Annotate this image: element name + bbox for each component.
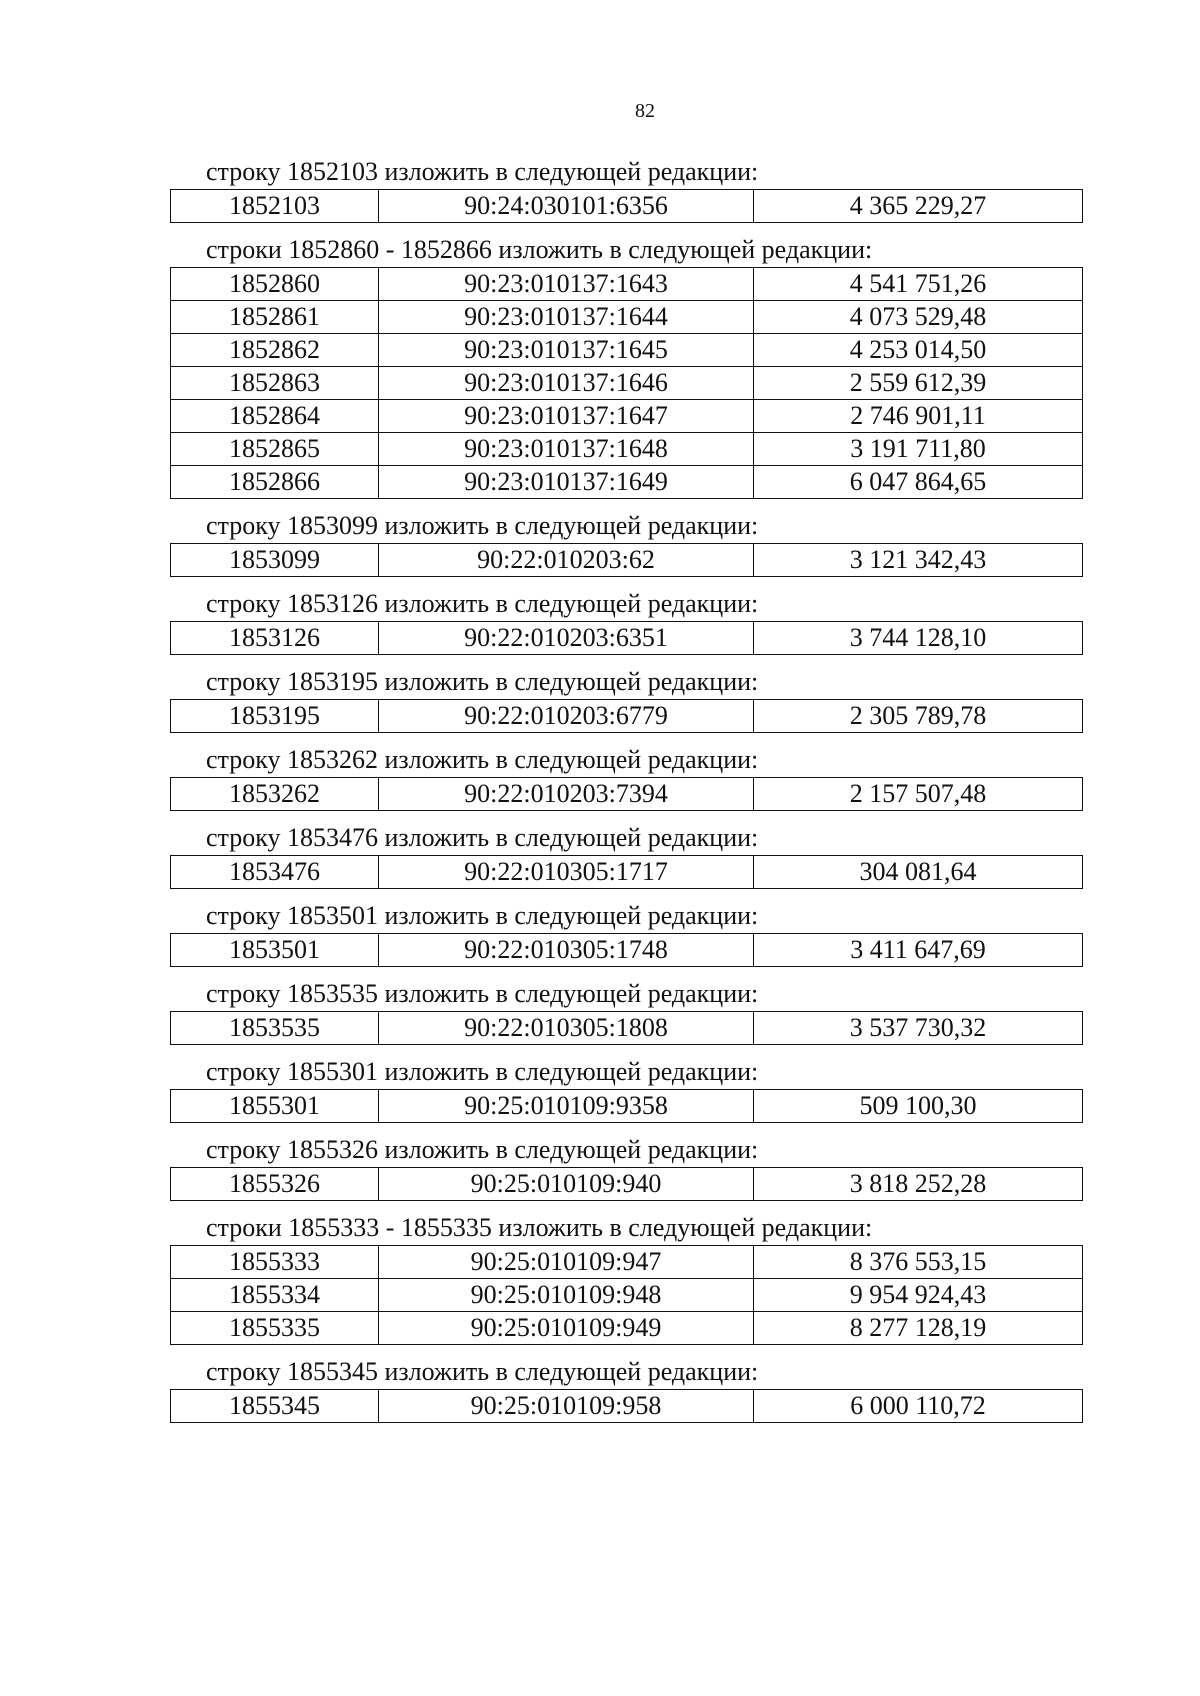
cadastral-number-cell: 90:25:010109:940 bbox=[379, 1168, 754, 1201]
cadastral-number-cell: 90:23:010137:1644 bbox=[379, 301, 754, 334]
table-row bbox=[171, 334, 1083, 367]
value-cell: 3 411 647,69 bbox=[754, 934, 1083, 967]
table-row bbox=[171, 1390, 1083, 1423]
cadastral-number-cell: 90:22:010305:1748 bbox=[379, 934, 754, 967]
table-row bbox=[171, 268, 1083, 301]
row-number-cell: 1852862 bbox=[171, 334, 379, 367]
amendment-instruction: строку 1853126 изложить в следующей редакции: bbox=[206, 589, 759, 618]
row-number-cell: 1853195 bbox=[171, 700, 379, 733]
cadastral-number-cell: 90:22:010203:6779 bbox=[379, 700, 754, 733]
value-cell: 2 559 612,39 bbox=[754, 367, 1083, 400]
value-cell: 4 365 229,27 bbox=[754, 190, 1083, 223]
row-number-cell: 1855335 bbox=[171, 1312, 379, 1345]
amendment-block bbox=[170, 821, 1082, 889]
amendment-block bbox=[170, 977, 1082, 1045]
cadastral-number-cell: 90:22:010203:62 bbox=[379, 544, 754, 577]
row-number-cell: 1853476 bbox=[171, 856, 379, 889]
row-number-cell: 1853099 bbox=[171, 544, 379, 577]
amendment-table bbox=[170, 699, 1083, 733]
table-row bbox=[171, 622, 1083, 655]
amendment-block bbox=[170, 233, 1082, 499]
cadastral-number-cell: 90:25:010109:9358 bbox=[379, 1090, 754, 1123]
row-number-cell: 1855326 bbox=[171, 1168, 379, 1201]
amendment-block bbox=[170, 587, 1082, 655]
amendment-block bbox=[170, 1133, 1082, 1201]
cadastral-number-cell: 90:22:010203:6351 bbox=[379, 622, 754, 655]
cadastral-number-cell: 90:22:010305:1717 bbox=[379, 856, 754, 889]
table-row bbox=[171, 778, 1083, 811]
amendment-block bbox=[170, 665, 1082, 733]
cadastral-number-cell: 90:25:010109:949 bbox=[379, 1312, 754, 1345]
value-cell: 509 100,30 bbox=[754, 1090, 1083, 1123]
amendment-table bbox=[170, 1167, 1083, 1201]
amendment-instruction: строки 1852860 - 1852866 изложить в следующей редакции: bbox=[206, 235, 873, 264]
amendment-table bbox=[170, 189, 1083, 223]
amendment-block bbox=[170, 1355, 1082, 1423]
value-cell: 6 047 864,65 bbox=[754, 466, 1083, 499]
amendment-instruction: строки 1855333 - 1855335 изложить в следующей редакции: bbox=[206, 1213, 873, 1242]
value-cell: 2 157 507,48 bbox=[754, 778, 1083, 811]
row-number-cell: 1852865 bbox=[171, 433, 379, 466]
row-number-cell: 1852103 bbox=[171, 190, 379, 223]
cadastral-number-cell: 90:23:010137:1645 bbox=[379, 334, 754, 367]
value-cell: 3 537 730,32 bbox=[754, 1012, 1083, 1045]
value-cell: 8 277 128,19 bbox=[754, 1312, 1083, 1345]
value-cell: 4 073 529,48 bbox=[754, 301, 1083, 334]
table-row bbox=[171, 1279, 1083, 1312]
table-row bbox=[171, 544, 1083, 577]
cadastral-number-cell: 90:25:010109:947 bbox=[379, 1246, 754, 1279]
row-number-cell: 1853535 bbox=[171, 1012, 379, 1045]
amendment-block bbox=[170, 1055, 1082, 1123]
table-row bbox=[171, 433, 1083, 466]
amendment-block bbox=[170, 1211, 1082, 1345]
table-row bbox=[171, 700, 1083, 733]
value-cell: 2 746 901,11 bbox=[754, 400, 1083, 433]
amendment-table bbox=[170, 1245, 1083, 1345]
amendment-instruction: строку 1853262 изложить в следующей редакции: bbox=[206, 745, 759, 774]
row-number-cell: 1855333 bbox=[171, 1246, 379, 1279]
row-number-cell: 1852866 bbox=[171, 466, 379, 499]
amendment-block bbox=[170, 155, 1082, 223]
amendment-block bbox=[170, 743, 1082, 811]
cadastral-number-cell: 90:23:010137:1648 bbox=[379, 433, 754, 466]
row-number-cell: 1852861 bbox=[171, 301, 379, 334]
cadastral-number-cell: 90:23:010137:1643 bbox=[379, 268, 754, 301]
amendment-table bbox=[170, 1389, 1083, 1423]
row-number-cell: 1853501 bbox=[171, 934, 379, 967]
amendment-table bbox=[170, 855, 1083, 889]
table-row bbox=[171, 1246, 1083, 1279]
table-row bbox=[171, 1312, 1083, 1345]
document-body bbox=[170, 155, 1082, 1433]
table-row bbox=[171, 190, 1083, 223]
cadastral-number-cell: 90:22:010203:7394 bbox=[379, 778, 754, 811]
row-number-cell: 1852864 bbox=[171, 400, 379, 433]
amendment-instruction: строку 1855345 изложить в следующей редакции: bbox=[206, 1357, 759, 1386]
amendment-table bbox=[170, 543, 1083, 577]
row-number-cell: 1855301 bbox=[171, 1090, 379, 1123]
amendment-instruction: строку 1855326 изложить в следующей редакции: bbox=[206, 1135, 759, 1164]
cadastral-number-cell: 90:22:010305:1808 bbox=[379, 1012, 754, 1045]
amendment-instruction: строку 1853476 изложить в следующей редакции: bbox=[206, 823, 759, 852]
amendment-instruction: строку 1853195 изложить в следующей редакции: bbox=[206, 667, 759, 696]
value-cell: 304 081,64 bbox=[754, 856, 1083, 889]
cadastral-number-cell: 90:25:010109:948 bbox=[379, 1279, 754, 1312]
value-cell: 3 744 128,10 bbox=[754, 622, 1083, 655]
cadastral-number-cell: 90:23:010137:1649 bbox=[379, 466, 754, 499]
row-number-cell: 1853126 bbox=[171, 622, 379, 655]
amendment-instruction: строку 1853501 изложить в следующей редакции: bbox=[206, 901, 759, 930]
value-cell: 3 121 342,43 bbox=[754, 544, 1083, 577]
amendment-table bbox=[170, 1089, 1083, 1123]
value-cell: 2 305 789,78 bbox=[754, 700, 1083, 733]
table-row bbox=[171, 1168, 1083, 1201]
value-cell: 3 191 711,80 bbox=[754, 433, 1083, 466]
amendment-instruction: строку 1852103 изложить в следующей редакции: bbox=[206, 157, 759, 186]
amendment-table bbox=[170, 933, 1083, 967]
value-cell: 3 818 252,28 bbox=[754, 1168, 1083, 1201]
amendment-block bbox=[170, 899, 1082, 967]
row-number-cell: 1853262 bbox=[171, 778, 379, 811]
table-row bbox=[171, 466, 1083, 499]
table-row bbox=[171, 367, 1083, 400]
row-number-cell: 1855345 bbox=[171, 1390, 379, 1423]
value-cell: 8 376 553,15 bbox=[754, 1246, 1083, 1279]
table-row bbox=[171, 400, 1083, 433]
cadastral-number-cell: 90:24:030101:6356 bbox=[379, 190, 754, 223]
amendment-table bbox=[170, 621, 1083, 655]
amendment-table bbox=[170, 777, 1083, 811]
value-cell: 9 954 924,43 bbox=[754, 1279, 1083, 1312]
amendment-table bbox=[170, 1011, 1083, 1045]
amendment-instruction: строку 1855301 изложить в следующей редакции: bbox=[206, 1057, 759, 1086]
table-row bbox=[171, 934, 1083, 967]
row-number-cell: 1855334 bbox=[171, 1279, 379, 1312]
amendment-table bbox=[170, 267, 1083, 499]
row-number-cell: 1852860 bbox=[171, 268, 379, 301]
amendment-instruction: строку 1853535 изложить в следующей редакции: bbox=[206, 979, 759, 1008]
value-cell: 6 000 110,72 bbox=[754, 1390, 1083, 1423]
cadastral-number-cell: 90:25:010109:958 bbox=[379, 1390, 754, 1423]
table-row bbox=[171, 856, 1083, 889]
amendment-instruction: строку 1853099 изложить в следующей редакции: bbox=[206, 511, 759, 540]
table-row bbox=[171, 1090, 1083, 1123]
page-number: 82 bbox=[635, 100, 655, 122]
value-cell: 4 541 751,26 bbox=[754, 268, 1083, 301]
table-row bbox=[171, 1012, 1083, 1045]
amendment-block bbox=[170, 509, 1082, 577]
table-row bbox=[171, 301, 1083, 334]
cadastral-number-cell: 90:23:010137:1647 bbox=[379, 400, 754, 433]
value-cell: 4 253 014,50 bbox=[754, 334, 1083, 367]
cadastral-number-cell: 90:23:010137:1646 bbox=[379, 367, 754, 400]
row-number-cell: 1852863 bbox=[171, 367, 379, 400]
